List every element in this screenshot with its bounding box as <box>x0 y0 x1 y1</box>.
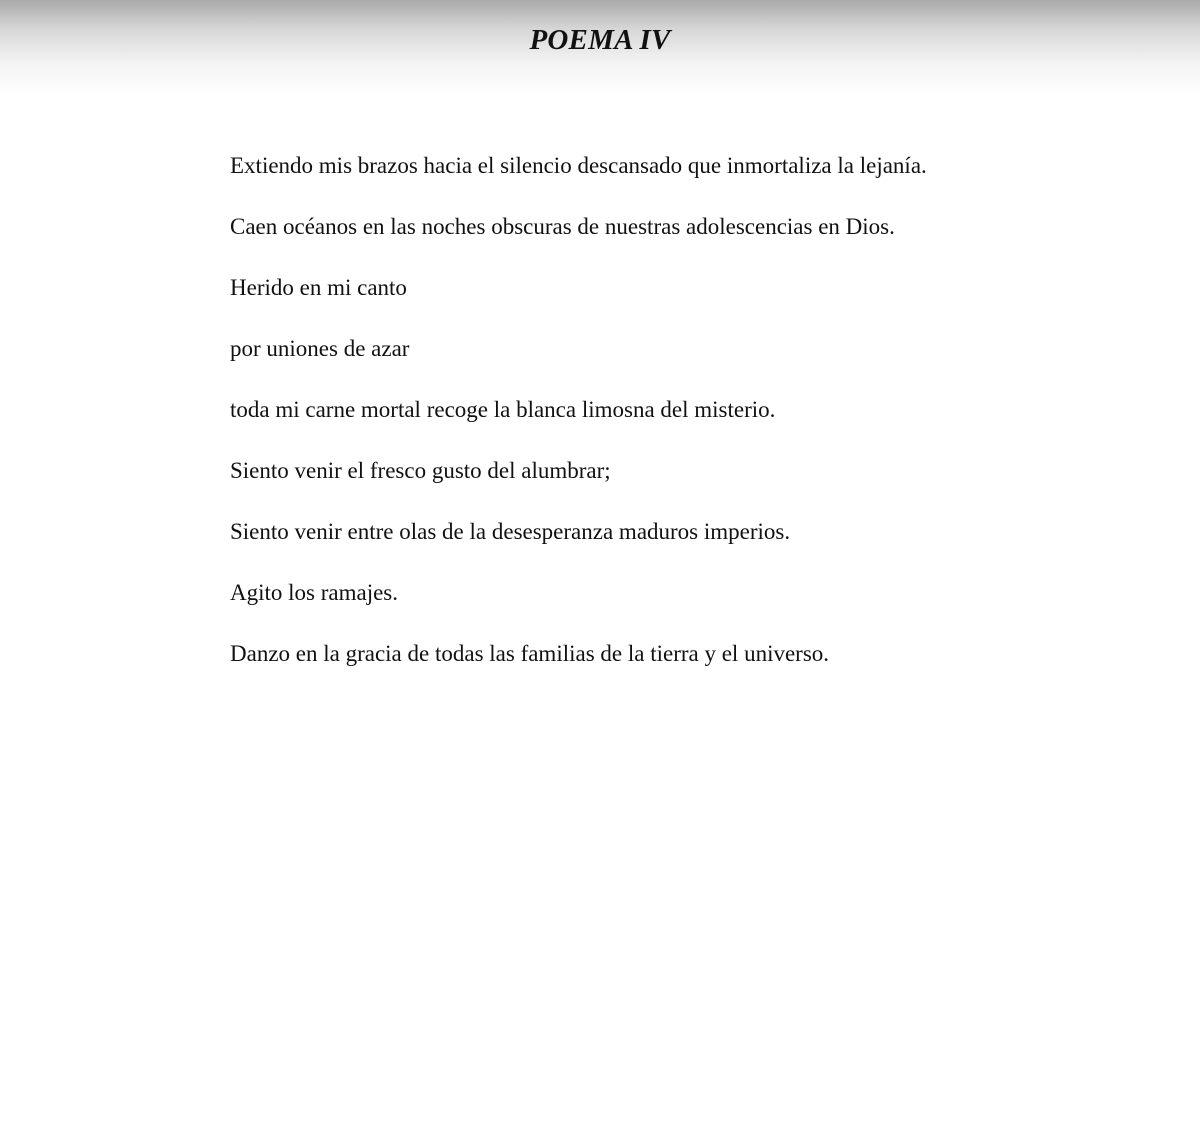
poem-line: Extiendo mis brazos hacia el silencio descansado que inmortaliza la lejanía. <box>230 153 927 178</box>
poem-line: Agito los ramajes. <box>230 580 398 605</box>
poem-line: Danzo en la gracia de todas las familias de la tierra y el universo. <box>230 641 830 666</box>
poem-line: Siento venir el fresco gusto del alumbrar; <box>230 458 611 483</box>
poem-line: Caen océanos en las noches obscuras de nuestras adolescencias en Dios. <box>230 214 895 239</box>
poem-title: POEMA IV <box>529 24 671 56</box>
poem-line: Herido en mi canto <box>230 275 407 300</box>
poem-line: por uniones de azar <box>230 336 410 361</box>
poem-line: Siento venir entre olas de la desesperanza maduros imperios. <box>230 519 791 544</box>
poem-line: toda mi carne mortal recoge la blanca limosna del misterio. <box>230 397 776 422</box>
poem-body <box>230 146 1170 695</box>
